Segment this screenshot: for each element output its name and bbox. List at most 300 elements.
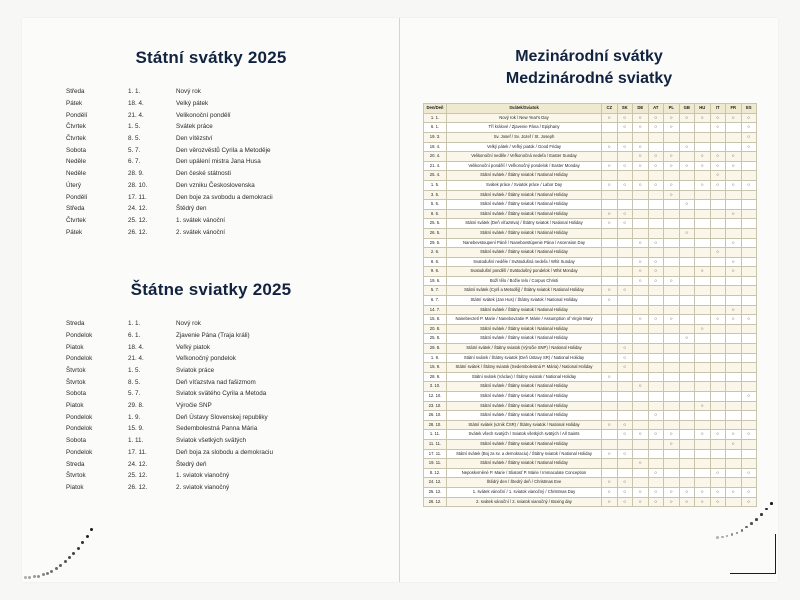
row-date: 14. 7. — [424, 305, 447, 315]
country-mark-gb: ○ — [679, 113, 695, 123]
country-mark-hu — [695, 248, 711, 258]
row-holiday-name: Státní svátek / Štátny sviatok / National Holiday — [447, 228, 602, 238]
country-mark-it: ○ — [710, 113, 726, 123]
country-mark-fr — [726, 382, 742, 392]
country-mark-sk — [617, 257, 633, 267]
row-holiday-name: Státní svátek / Štátny sviatok / National Holiday — [447, 459, 602, 469]
country-mark-de: ○ — [633, 276, 649, 286]
table-row — [424, 228, 757, 238]
country-mark-pl: ○ — [664, 152, 680, 162]
country-mark-it — [710, 228, 726, 238]
holiday-weekday: Štvrtok — [66, 472, 86, 480]
holiday-row — [66, 365, 356, 377]
country-mark-es — [741, 420, 757, 430]
country-mark-de — [633, 363, 649, 373]
country-mark-fr: ○ — [726, 161, 742, 171]
country-mark-gb: ○ — [679, 334, 695, 344]
row-holiday-name: Svatodušní pondělí / Svätodušný pondelok / Whit Monday — [447, 267, 602, 277]
country-mark-pl — [664, 200, 680, 210]
row-holiday-name: Státní svátek (Jan Hus) / Štátny sviatok / National Holiday — [447, 296, 602, 306]
country-mark-pl — [664, 372, 680, 382]
country-mark-pl — [664, 334, 680, 344]
country-mark-pl — [664, 353, 680, 363]
country-mark-gb — [679, 248, 695, 258]
country-mark-gb — [679, 468, 695, 478]
country-mark-sk — [617, 334, 633, 344]
country-mark-es — [741, 334, 757, 344]
country-mark-pl — [664, 305, 680, 315]
row-date: 3. 10. — [424, 382, 447, 392]
country-mark-at — [648, 248, 664, 258]
table-row — [424, 286, 757, 296]
holiday-row — [66, 168, 356, 180]
page-title-sk: Štátne sviatky 2025 — [130, 279, 292, 299]
country-mark-es — [741, 276, 757, 286]
country-mark-gb — [679, 344, 695, 354]
country-mark-pl — [664, 286, 680, 296]
country-mark-pl: ○ — [664, 487, 680, 497]
country-mark-sk — [617, 468, 633, 478]
country-mark-gb — [679, 372, 695, 382]
holiday-row — [66, 376, 356, 388]
row-date: 28. 9. — [424, 372, 447, 382]
row-holiday-name: Nanebevstoupení Páně / Nanebovstúpenie Pána / Ascension Day — [447, 238, 602, 248]
country-mark-it: ○ — [710, 180, 726, 190]
country-mark-de: ○ — [633, 161, 649, 171]
row-date: 28. 10. — [424, 420, 447, 430]
country-mark-at — [648, 372, 664, 382]
country-mark-fr — [726, 401, 742, 411]
country-mark-es — [741, 257, 757, 267]
country-mark-de — [633, 344, 649, 354]
country-mark-sk: ○ — [617, 363, 633, 373]
row-date: 20. 8. — [424, 324, 447, 334]
country-mark-at: ○ — [648, 497, 664, 507]
row-holiday-name: Státní svátek / Štátny sviatok / National Holiday — [447, 439, 602, 449]
country-mark-gb — [679, 411, 695, 421]
country-mark-pl: ○ — [664, 276, 680, 286]
country-mark-es — [741, 459, 757, 469]
country-mark-pl — [664, 392, 680, 402]
holiday-name: Den boje za svobodu a demokracii — [176, 193, 273, 201]
holiday-weekday: Štvrtok — [66, 378, 86, 386]
row-holiday-name: Velikonoční neděle / Veľkonočná nedeľa / Easter Sunday — [447, 152, 602, 162]
holiday-weekday: Úterý — [66, 181, 82, 189]
country-mark-gb — [679, 180, 695, 190]
column-header: HU — [695, 104, 711, 114]
country-mark-cz: ○ — [602, 478, 618, 488]
country-mark-gb — [679, 238, 695, 248]
country-mark-it: ○ — [710, 171, 726, 181]
country-mark-cz: ○ — [602, 142, 618, 152]
country-mark-hu — [695, 228, 711, 238]
country-mark-hu: ○ — [695, 267, 711, 277]
holiday-name: Výročie SNP — [176, 402, 212, 410]
country-mark-hu — [695, 363, 711, 373]
country-mark-hu — [695, 459, 711, 469]
country-mark-fr — [726, 334, 742, 344]
country-mark-at: ○ — [648, 238, 664, 248]
country-mark-hu — [695, 286, 711, 296]
country-mark-at — [648, 344, 664, 354]
holiday-weekday: Čtvrtek — [66, 123, 86, 131]
country-mark-fr — [726, 420, 742, 430]
country-mark-it — [710, 305, 726, 315]
country-mark-es — [741, 449, 757, 459]
country-mark-hu — [695, 171, 711, 181]
holiday-date: 21. 4. — [128, 355, 144, 363]
country-mark-at — [648, 353, 664, 363]
country-mark-pl: ○ — [664, 497, 680, 507]
table-row — [424, 459, 757, 469]
country-mark-de — [633, 353, 649, 363]
country-mark-fr: ○ — [726, 113, 742, 123]
country-mark-hu — [695, 420, 711, 430]
holiday-row — [66, 215, 356, 227]
holiday-name: Den vzniku Československa — [176, 181, 255, 189]
holiday-name: 1. sviatok vianočný — [176, 472, 230, 480]
country-mark-es: ○ — [741, 180, 757, 190]
table-row — [424, 468, 757, 478]
country-mark-es — [741, 401, 757, 411]
country-mark-es — [741, 382, 757, 392]
row-date: 11. 11. — [424, 439, 447, 449]
holiday-date: 26. 12. — [128, 483, 148, 491]
row-holiday-name: Státní svátek / Štátny sviatok / National Holiday — [447, 305, 602, 315]
country-mark-fr: ○ — [726, 267, 742, 277]
country-mark-sk — [617, 459, 633, 469]
country-mark-de — [633, 190, 649, 200]
country-mark-es: ○ — [741, 468, 757, 478]
country-mark-hu — [695, 257, 711, 267]
holiday-date: 29. 8. — [128, 402, 144, 410]
holiday-date: 6. 7. — [128, 158, 141, 166]
row-date: 8. 6. — [424, 257, 447, 267]
country-mark-fr: ○ — [726, 209, 742, 219]
country-mark-sk — [617, 190, 633, 200]
holiday-date: 26. 12. — [128, 228, 148, 236]
country-mark-pl — [664, 296, 680, 306]
row-date: 1. 11. — [424, 430, 447, 440]
holiday-weekday: Piatok — [66, 402, 84, 410]
country-mark-es — [741, 411, 757, 421]
country-mark-de — [633, 401, 649, 411]
country-mark-gb — [679, 392, 695, 402]
table-row — [424, 219, 757, 229]
country-mark-cz — [602, 459, 618, 469]
country-mark-fr — [726, 248, 742, 258]
table-row — [424, 420, 757, 430]
table-row — [424, 449, 757, 459]
column-header: Den/Deň — [424, 104, 447, 114]
country-mark-fr — [726, 276, 742, 286]
country-mark-fr — [726, 324, 742, 334]
holiday-weekday: Pondělí — [66, 111, 88, 119]
table-row — [424, 276, 757, 286]
holiday-date: 1. 9. — [128, 413, 141, 421]
country-mark-hu — [695, 353, 711, 363]
holiday-date: 8. 5. — [128, 135, 141, 143]
country-mark-sk — [617, 171, 633, 181]
holiday-date: 6. 1. — [128, 331, 141, 339]
row-holiday-name: Státní svátek / Štátny sviatok (Deň Ústavy SR) / National Holiday — [447, 353, 602, 363]
country-mark-hu — [695, 296, 711, 306]
country-mark-it — [710, 257, 726, 267]
country-mark-sk — [617, 276, 633, 286]
country-mark-at: ○ — [648, 411, 664, 421]
country-mark-at — [648, 324, 664, 334]
country-mark-at — [648, 209, 664, 219]
country-mark-cz — [602, 267, 618, 277]
country-mark-pl: ○ — [664, 190, 680, 200]
country-mark-pl — [664, 449, 680, 459]
country-mark-de — [633, 439, 649, 449]
country-mark-fr — [726, 478, 742, 488]
holiday-name: 2. sviatok vianočný — [176, 483, 230, 491]
country-mark-hu — [695, 219, 711, 229]
holiday-name: Den vítězství — [176, 135, 213, 143]
country-mark-cz: ○ — [602, 286, 618, 296]
table-row — [424, 171, 757, 181]
country-mark-sk: ○ — [617, 161, 633, 171]
country-mark-sk: ○ — [617, 430, 633, 440]
row-date: 19. 3. — [424, 132, 447, 142]
holiday-date: 5. 7. — [128, 146, 141, 154]
row-date: 26. 12. — [424, 497, 447, 507]
country-mark-cz — [602, 363, 618, 373]
holiday-weekday: Piatok — [66, 343, 84, 351]
row-holiday-name: Nový rok / New Year's Day — [447, 113, 602, 123]
country-mark-pl: ○ — [664, 180, 680, 190]
country-mark-hu — [695, 439, 711, 449]
country-mark-es — [741, 190, 757, 200]
country-mark-at — [648, 228, 664, 238]
table-row — [424, 334, 757, 344]
country-mark-at: ○ — [648, 180, 664, 190]
country-mark-gb: ○ — [679, 228, 695, 238]
row-date: 6. 7. — [424, 296, 447, 306]
country-mark-pl — [664, 132, 680, 142]
country-mark-hu: ○ — [695, 152, 711, 162]
holiday-name: Sviatok svätého Cyrila a Metoda — [176, 390, 267, 398]
table-row — [424, 132, 757, 142]
country-mark-cz — [602, 353, 618, 363]
holiday-row — [66, 121, 356, 133]
holiday-date: 17. 11. — [128, 448, 147, 456]
table-row — [424, 439, 757, 449]
country-mark-fr — [726, 372, 742, 382]
country-mark-sk — [617, 296, 633, 306]
holiday-name: Veľký piatok — [176, 343, 211, 351]
row-date: 25. 8. — [424, 334, 447, 344]
country-mark-gb — [679, 430, 695, 440]
holiday-row — [66, 109, 356, 121]
country-mark-gb — [679, 353, 695, 363]
country-mark-pl — [664, 142, 680, 152]
country-mark-es — [741, 152, 757, 162]
row-holiday-name: 2. svátek vánoční / 2. sviatok vianočný / Boxing day — [447, 497, 602, 507]
country-mark-gb — [679, 363, 695, 373]
country-mark-gb — [679, 257, 695, 267]
holiday-weekday: Pondělí — [66, 193, 88, 201]
country-mark-de: ○ — [633, 315, 649, 325]
table-row — [424, 200, 757, 210]
country-mark-de: ○ — [633, 238, 649, 248]
country-mark-at — [648, 190, 664, 200]
country-mark-it — [710, 392, 726, 402]
country-mark-sk: ○ — [617, 142, 633, 152]
holiday-row — [66, 86, 356, 98]
country-mark-cz — [602, 228, 618, 238]
country-mark-cz — [602, 324, 618, 334]
country-mark-sk: ○ — [617, 497, 633, 507]
country-mark-fr: ○ — [726, 257, 742, 267]
country-mark-pl — [664, 382, 680, 392]
country-mark-it — [710, 209, 726, 219]
country-mark-sk: ○ — [617, 478, 633, 488]
country-mark-at — [648, 392, 664, 402]
country-mark-it — [710, 420, 726, 430]
country-mark-pl — [664, 468, 680, 478]
country-mark-at: ○ — [648, 123, 664, 133]
country-mark-sk — [617, 132, 633, 142]
country-mark-it — [710, 353, 726, 363]
country-mark-fr: ○ — [726, 238, 742, 248]
row-holiday-name: Velký pátek / Veľký piatok / Good Friday — [447, 142, 602, 152]
country-mark-es — [741, 209, 757, 219]
country-mark-gb: ○ — [679, 497, 695, 507]
country-mark-fr — [726, 363, 742, 373]
table-row — [424, 411, 757, 421]
country-mark-pl — [664, 228, 680, 238]
country-mark-hu — [695, 449, 711, 459]
country-mark-at — [648, 296, 664, 306]
country-mark-sk: ○ — [617, 219, 633, 229]
country-mark-fr — [726, 190, 742, 200]
country-mark-fr: ○ — [726, 180, 742, 190]
holiday-weekday: Pátek — [66, 100, 83, 108]
country-mark-de — [633, 286, 649, 296]
country-mark-it: ○ — [710, 315, 726, 325]
country-mark-gb — [679, 123, 695, 133]
table-row — [424, 363, 757, 373]
country-mark-fr — [726, 286, 742, 296]
table-row — [424, 296, 757, 306]
country-mark-it — [710, 296, 726, 306]
country-mark-de: ○ — [633, 113, 649, 123]
country-mark-de: ○ — [633, 459, 649, 469]
country-mark-pl — [664, 257, 680, 267]
country-mark-at — [648, 132, 664, 142]
country-mark-gb — [679, 296, 695, 306]
country-mark-pl: ○ — [664, 430, 680, 440]
row-holiday-name: Svátek všech svatých / Sviatok všetkých svätých / All Saints — [447, 430, 602, 440]
country-mark-pl — [664, 401, 680, 411]
row-date: 1. 1. — [424, 113, 447, 123]
row-date: 19. 6. — [424, 276, 447, 286]
country-mark-gb — [679, 286, 695, 296]
holiday-date: 24. 12. — [128, 460, 148, 468]
country-mark-fr — [726, 344, 742, 354]
sk-holiday-table — [66, 318, 356, 493]
row-holiday-name: Státní svátek / Štátny sviatok (Sedembolestná P. Mária) / National Holiday — [447, 363, 602, 373]
row-date: 9. 6. — [424, 267, 447, 277]
country-mark-cz: ○ — [602, 180, 618, 190]
row-holiday-name: Státní svátek / Štátny sviatok (Výročie SNP) / National Holiday — [447, 344, 602, 354]
country-mark-it — [710, 372, 726, 382]
country-mark-at — [648, 420, 664, 430]
country-mark-de — [633, 219, 649, 229]
row-date: 5. 5. — [424, 200, 447, 210]
country-mark-cz — [602, 315, 618, 325]
country-mark-sk: ○ — [617, 286, 633, 296]
holiday-date: 17. 11. — [128, 193, 147, 201]
country-mark-es — [741, 344, 757, 354]
country-mark-de — [633, 228, 649, 238]
country-mark-es: ○ — [741, 487, 757, 497]
country-mark-sk — [617, 392, 633, 402]
holiday-date: 18. 4. — [128, 343, 144, 351]
country-mark-es — [741, 200, 757, 210]
country-mark-sk — [617, 305, 633, 315]
holiday-name: Veľkonočný pondelok — [176, 355, 236, 363]
country-mark-it — [710, 286, 726, 296]
holiday-name: 2. svátek vánoční — [176, 228, 226, 236]
country-mark-fr — [726, 123, 742, 133]
row-date: 26. 10. — [424, 411, 447, 421]
country-mark-gb — [679, 478, 695, 488]
country-mark-at — [648, 401, 664, 411]
table-row — [424, 123, 757, 133]
international-title-line1: Mezinárodní svátky — [515, 48, 663, 65]
holiday-name: Deň víťazstva nad fašizmom — [176, 378, 256, 386]
country-mark-it: ○ — [710, 152, 726, 162]
country-mark-hu — [695, 334, 711, 344]
row-holiday-name: Státní svátek / Štátny sviatok / National Holiday — [447, 190, 602, 200]
country-mark-de — [633, 468, 649, 478]
country-mark-sk — [617, 382, 633, 392]
country-mark-es: ○ — [741, 142, 757, 152]
country-mark-sk: ○ — [617, 113, 633, 123]
row-date: 20. 4. — [424, 152, 447, 162]
country-mark-sk: ○ — [617, 344, 633, 354]
country-mark-cz — [602, 190, 618, 200]
country-mark-at — [648, 334, 664, 344]
international-grid-wrap — [423, 103, 755, 507]
country-mark-cz: ○ — [602, 449, 618, 459]
country-mark-pl — [664, 411, 680, 421]
country-mark-es — [741, 228, 757, 238]
country-mark-sk: ○ — [617, 353, 633, 363]
country-mark-it — [710, 276, 726, 286]
row-date: 24. 12. — [424, 478, 447, 488]
country-mark-es — [741, 353, 757, 363]
country-mark-at — [648, 142, 664, 152]
country-mark-fr — [726, 132, 742, 142]
holiday-name: Deň boja za slobodu a demokraciu — [176, 448, 273, 456]
table-row — [424, 248, 757, 258]
country-mark-at — [648, 478, 664, 488]
country-mark-it: ○ — [710, 468, 726, 478]
country-mark-cz — [602, 305, 618, 315]
holiday-name: Sedembolestná Panna Mária — [176, 425, 258, 433]
international-title-line2: Medzinárodné sviatky — [505, 69, 673, 87]
country-mark-hu: ○ — [695, 401, 711, 411]
row-holiday-name: Nanebevzetí P. Marie / Nanebovzatie P. Márie / Assumption of Virgin Mary — [447, 315, 602, 325]
country-mark-hu — [695, 132, 711, 142]
holiday-date: 1. 1. — [128, 320, 141, 328]
row-date: 19. 11. — [424, 459, 447, 469]
